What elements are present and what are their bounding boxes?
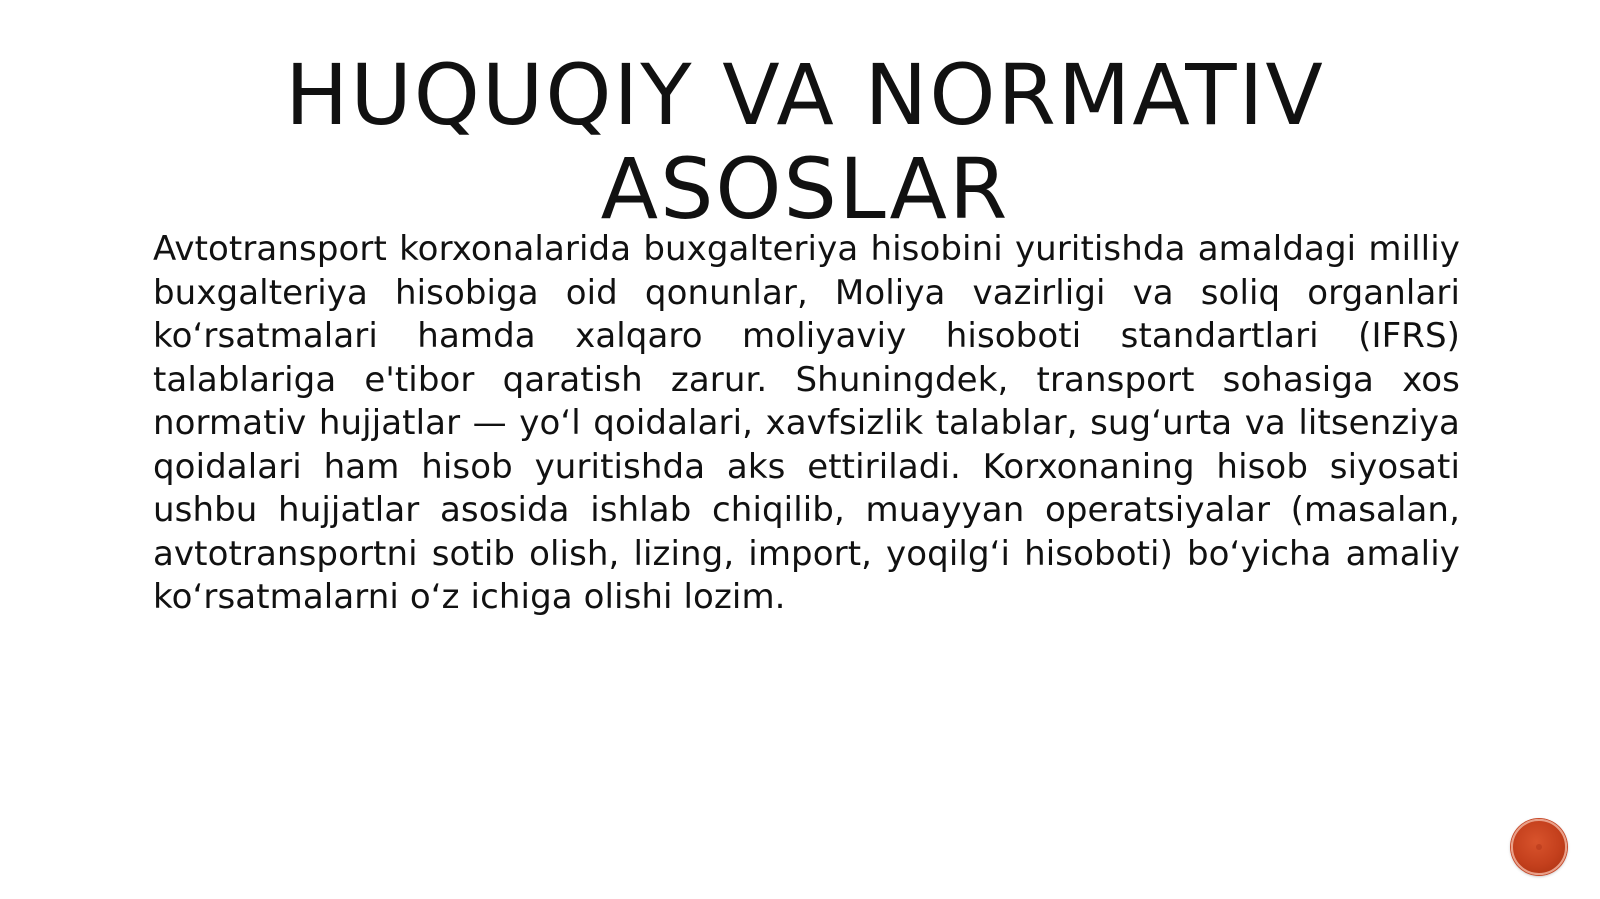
slide-body-text: Avtotransport korxonalarida buxgalteriya hisobini yuritishda amaldagi milliy buxgalteriya hisobiga oid qonunlar, Moliya vazirligi va soliq organlari ko‘rsatmalari hamda xalqaro moliyaviy hisoboti standartlari (IFRS) talablariga e'tibor qaratish zarur. Shuningdek, transport sohasiga xos normativ hujjatlar — yo‘l qoidalari, xavfsizlik talablar, sug‘urta va litsenziya qoidalari ham hisob yuritishda aks ettiriladi. Korxonaning hisob siyosati ushbu hujjatlar asosida ishlab chiqilib, muayyan operatsiyalar (masalan, avtotransportni sotib olish, lizing, import, yoqilg‘i hisoboti) bo‘yicha amaliy ko‘rsatmalarni o‘z ichiga olishi lozim. bbox=[153, 229, 1460, 617]
slide-title: HUQUQIY VA NORMATIV ASOSLAR bbox=[285, 46, 1325, 238]
slide-nav-button[interactable] bbox=[1511, 819, 1567, 875]
slide-nav-circle-icon bbox=[1513, 821, 1565, 873]
